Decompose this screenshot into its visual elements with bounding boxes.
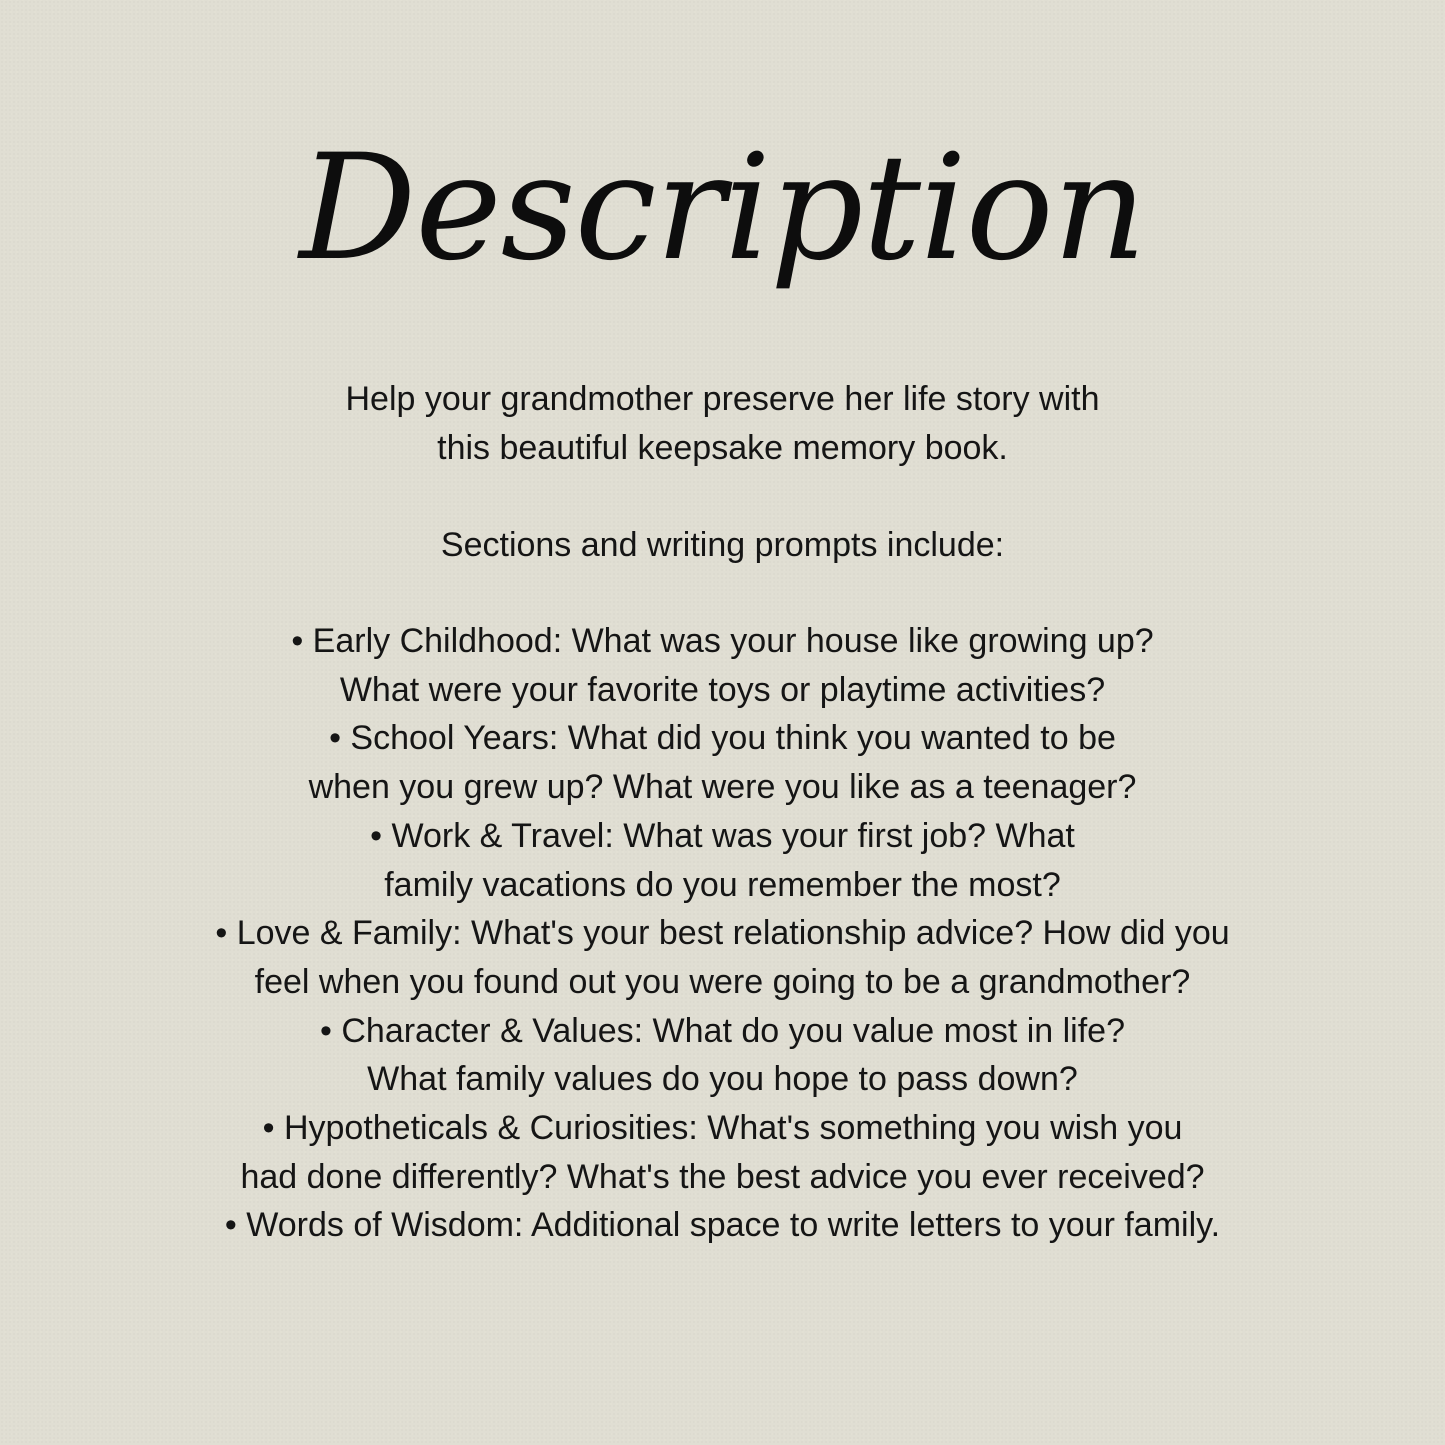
- section-line: when you grew up? What were you like as a teenager?: [308, 768, 1137, 807]
- section-line: had done differently? What's the best advice you ever received?: [240, 1157, 1205, 1196]
- list-item: [100, 812, 1345, 909]
- section-line: • Character & Values: What do you value most in life?: [320, 1011, 1125, 1050]
- list-item: [100, 1201, 1345, 1250]
- intro-line: this beautiful keepsake memory book.: [437, 428, 1008, 467]
- intro-paragraph: [140, 375, 1305, 472]
- section-line: What were your favorite toys or playtime activities?: [339, 670, 1106, 709]
- list-item: [100, 1007, 1345, 1104]
- section-line: • Words of Wisdom: Additional space to write letters to your family.: [224, 1206, 1221, 1245]
- sections-heading: Sections and writing prompts include:: [440, 526, 1005, 564]
- list-item: [100, 909, 1345, 1006]
- list-item: [100, 617, 1345, 714]
- section-line: feel when you found out you were going to be a grandmother?: [254, 962, 1191, 1001]
- section-line: • Love & Family: What's your best relationship advice? How did you: [215, 914, 1230, 953]
- intro-line: Help your grandmother preserve her life story with: [345, 380, 1100, 418]
- page-title: Description: [299, 123, 1146, 293]
- sections-list: [100, 617, 1345, 1250]
- section-line: family vacations do you remember the most?: [384, 865, 1061, 904]
- section-line: • Hypotheticals & Curiosities: What's something you wish you: [262, 1109, 1183, 1148]
- section-line: • School Years: What did you think you wanted to be: [329, 719, 1116, 758]
- section-line: What family values do you hope to pass down?: [367, 1060, 1078, 1099]
- list-item: [100, 1104, 1345, 1201]
- list-item: [100, 714, 1345, 811]
- section-line: • Work & Travel: What was your first job? What: [370, 816, 1075, 855]
- section-line: • Early Childhood: What was your house like growing up?: [291, 622, 1154, 660]
